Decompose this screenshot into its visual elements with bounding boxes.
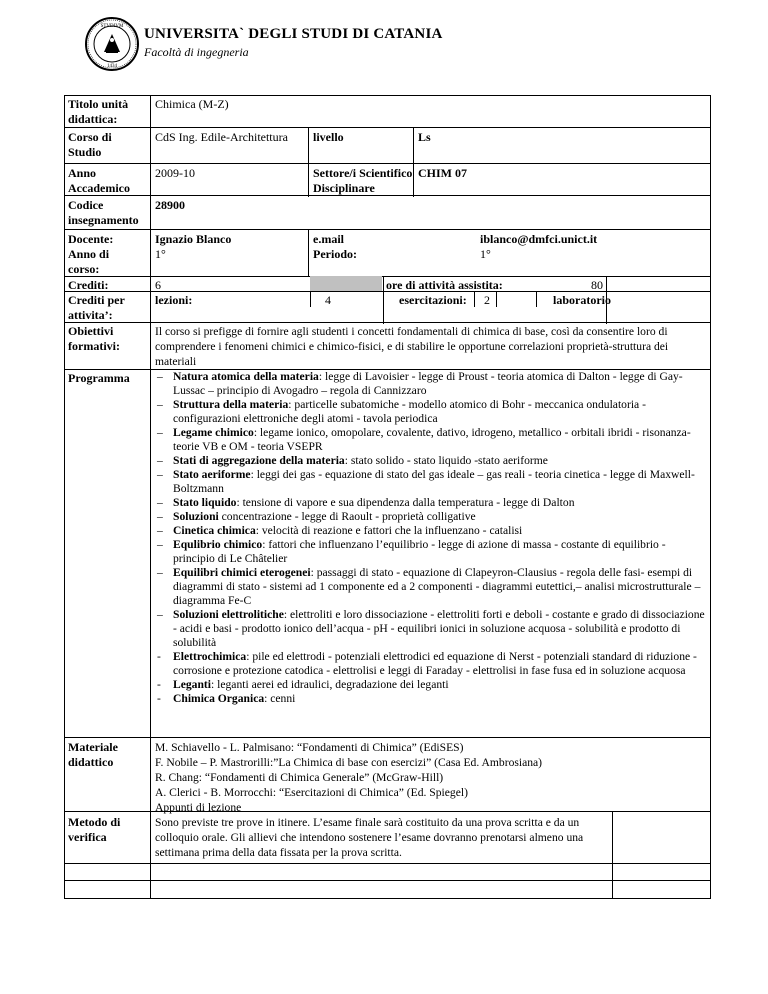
bullet-dash: – <box>157 398 163 411</box>
label-email: e.mail <box>313 232 344 246</box>
value-metodo: Sono previste tre prove in itinere. L’esame finale sarà costituito da una prova scritta e da un colloquio orale. Gli allievi che intendono sostenere l’esame dovranno prenotarsi almeno una settimana prima della data fissata per la prova scritta. <box>155 816 584 859</box>
programma-item <box>155 678 705 692</box>
programma-description: : leganti aerei ed idraulici, degradazione dei leganti <box>211 678 449 691</box>
value-obiettivi: Il corso si prefigge di fornire agli studenti i concetti fondamentali di chimica di base, così da consentire loro di comprendere i fenomeni chimici e chimico-fisici, e di stabilire le opportune correlazioni proprietà-struttura dei materiali <box>155 325 669 368</box>
seal-year: 1434 <box>107 64 117 69</box>
programma-description: : fattori che influenzano l’equilibrio - legge di azione di massa - costante di equilibrio - principio di Le Châtelier <box>173 538 666 565</box>
programma-description: concentrazione - legge di Raoult - proprietà colligative <box>218 510 476 523</box>
label-metodo: Metodo di verifica <box>68 815 121 844</box>
programma-description: : pile ed elettrodi - potenziali elettrodici ed equazione di Nerst - potenziali standard di riduzione - corrosione e protezione catodica - elettrolisi e leggi di Faraday - elettrolisi in fase fusa ed in soluzione acquosa <box>173 650 697 677</box>
programma-description: : particelle subatomiche - modello atomico di Bohr - meccanica ondulatoria - configurazioni elettroniche degli atomi - tavola periodica <box>173 398 646 425</box>
value-ore: 80 <box>591 278 603 292</box>
label-corso: Corso di Studio <box>68 130 112 159</box>
programma-description: : stato solido - stato liquido -stato aeriforme <box>344 454 548 467</box>
programma-topic: Stato liquido <box>173 496 237 509</box>
programma-topic: Leganti <box>173 678 212 691</box>
programma-item <box>155 692 705 706</box>
programma-item <box>155 538 705 566</box>
label-periodo: Periodo: <box>313 247 357 261</box>
programma-description: : legame ionico, omopolare, covalente, dativo, idrogeno, metallico - orbitali ibridi - risonanza- teorie VB e OM - teoria VSEPR <box>173 426 691 453</box>
bullet-dash: – <box>157 510 163 523</box>
label-ore: ore di attività assistita: <box>386 278 503 292</box>
bullet-dash: - <box>157 678 161 691</box>
programma-item <box>155 468 705 496</box>
programma-topic: Equlibrio chimico <box>173 538 263 551</box>
bullet-dash: – <box>157 566 163 579</box>
materiale-item: M. Schiavello - L. Palmisano: “Fondamenti di Chimica” (EdiSES) <box>155 741 464 754</box>
label-esercitazioni: esercitazioni: <box>399 293 467 307</box>
value-docente: Ignazio Blanco <box>155 232 232 246</box>
programma-topic: Cinetica chimica <box>173 524 256 537</box>
value-periodo: 1° <box>480 247 491 261</box>
programma-description: : cenni <box>264 692 296 705</box>
bullet-dash: – <box>157 538 163 551</box>
label-settore: Settore/i Scientifico Disciplinare <box>313 166 413 195</box>
programma-topic: Legame chimico <box>173 426 254 439</box>
label-lezioni: lezioni: <box>155 293 193 307</box>
faculty-name: Facoltà di ingegneria <box>144 45 249 59</box>
programma-description: : velocità di reazione e fattori che la influenzano - catalisi <box>255 524 523 537</box>
label-programma: Programma <box>68 371 130 385</box>
programma-item <box>155 566 705 608</box>
university-name: UNIVERSITA` DEGLI STUDI DI CATANIA <box>144 26 443 42</box>
bullet-dash: - <box>157 692 161 705</box>
programma-topic: Stato aeriforme <box>173 468 251 481</box>
label-laboratorio: laboratorio <box>553 293 611 307</box>
programma-item <box>155 370 705 398</box>
programma-topic: Natura atomica della materia <box>173 370 319 383</box>
materiale-list <box>155 740 695 815</box>
value-anno-corso: 1° <box>155 247 166 261</box>
bullet-dash: - <box>157 650 161 663</box>
bullet-dash: – <box>157 496 163 509</box>
value-livello: Ls <box>418 130 431 144</box>
programma-description: : leggi dei gas - equazione di stato del gas ideale – gas reali - teoria cinetica - legge di Maxwell-Boltzmann <box>173 468 695 495</box>
bullet-dash: – <box>157 370 163 383</box>
value-crediti: 6 <box>155 278 161 292</box>
bullet-dash: – <box>157 608 163 621</box>
programma-topic: Elettrochimica <box>173 650 247 663</box>
bullet-dash: – <box>157 454 163 467</box>
programma-description: : legge di Lavoisier - legge di Proust - teoria atomica di Dalton - legge di Gay-Lussac – principio di Avogadro – regola di Cannizzaro <box>173 370 683 397</box>
programma-item <box>155 496 705 510</box>
bullet-dash: – <box>157 524 163 537</box>
value-lezioni: 4 <box>325 293 331 307</box>
programma-item <box>155 426 705 454</box>
value-titolo: Chimica (M-Z) <box>155 97 229 111</box>
label-crediti: Crediti: <box>68 278 109 292</box>
seal-lettering: STVDIVM <box>100 24 124 29</box>
value-esercitazioni: 2 <box>484 293 490 307</box>
materiale-item: Appunti di lezione <box>155 801 242 814</box>
university-seal-icon <box>84 16 140 72</box>
programma-item <box>155 608 705 650</box>
label-anno-corso: Anno di corso: <box>68 247 110 276</box>
label-obiettivi: Obiettivi formativi: <box>68 324 120 353</box>
programma-description: : passaggi di stato - equazione di Clapeyron-Clausius - regola delle fasi- esempi di diagrammi di stato - sistemi ad 1 componente ed a 2 componenti - diagrammi eutettici,– analisi microstrutturale – diagramma Fe-C <box>173 566 701 607</box>
document-header <box>84 16 644 69</box>
programma-topic: Soluzioni <box>173 510 219 523</box>
programma-topic: Struttura della materia <box>173 398 289 411</box>
value-email[interactable]: iblanco@dmfci.unict.it <box>480 232 598 246</box>
programma-description: : tensione di vapore e sua dipendenza dalla temperatura - legge di Dalton <box>236 496 575 509</box>
value-settore: CHIM 07 <box>418 166 467 180</box>
label-livello: livello <box>313 130 344 144</box>
label-codice: Codice insegnamento <box>68 198 139 227</box>
bullet-dash: – <box>157 468 163 481</box>
bullet-dash: – <box>157 426 163 439</box>
value-corso: CdS Ing. Edile-Architettura <box>155 130 288 144</box>
materiale-item: A. Clerici - B. Morrocchi: “Esercitazioni di Chimica” (Ed. Spiegel) <box>155 786 468 799</box>
materiale-item: R. Chang: “Fondamenti di Chimica Generale” (McGraw-Hill) <box>155 771 444 784</box>
programma-description: : elettroliti e loro dissociazione - elettroliti forti e deboli - costante e grado di dissociazione - acidi e basi - prodotto ionico dell’acqua - pH - equilibri ionici in soluzione acquosa - solubilità e prodotto di solubilità <box>173 608 705 649</box>
programma-topic: Equilibri chimici eterogenei <box>173 566 311 579</box>
programma-item <box>155 650 705 678</box>
programma-item <box>155 510 705 524</box>
programma-item <box>155 524 705 538</box>
label-docente: Docente: <box>68 232 114 246</box>
programma-topic: Chimica Organica <box>173 692 265 705</box>
label-materiale: Materiale didattico <box>68 740 118 769</box>
label-anno-accademico: Anno Accademico <box>68 166 130 195</box>
label-crediti-attivita: Crediti per attivita’: <box>68 293 125 322</box>
programma-item <box>155 454 705 468</box>
programma-item <box>155 398 705 426</box>
value-anno-accademico: 2009-10 <box>155 166 195 180</box>
materiale-item: F. Nobile – P. Mastrorilli:”La Chimica di base con esercizi” (Casa Ed. Ambrosiana) <box>155 756 543 769</box>
value-codice: 28900 <box>155 198 185 212</box>
label-titolo: Titolo unità didattica: <box>68 97 129 126</box>
programma-topic: Stati di aggregazione della materia <box>173 454 345 467</box>
programma-list <box>155 370 705 706</box>
programma-topic: Soluzioni elettrolitiche <box>173 608 284 621</box>
